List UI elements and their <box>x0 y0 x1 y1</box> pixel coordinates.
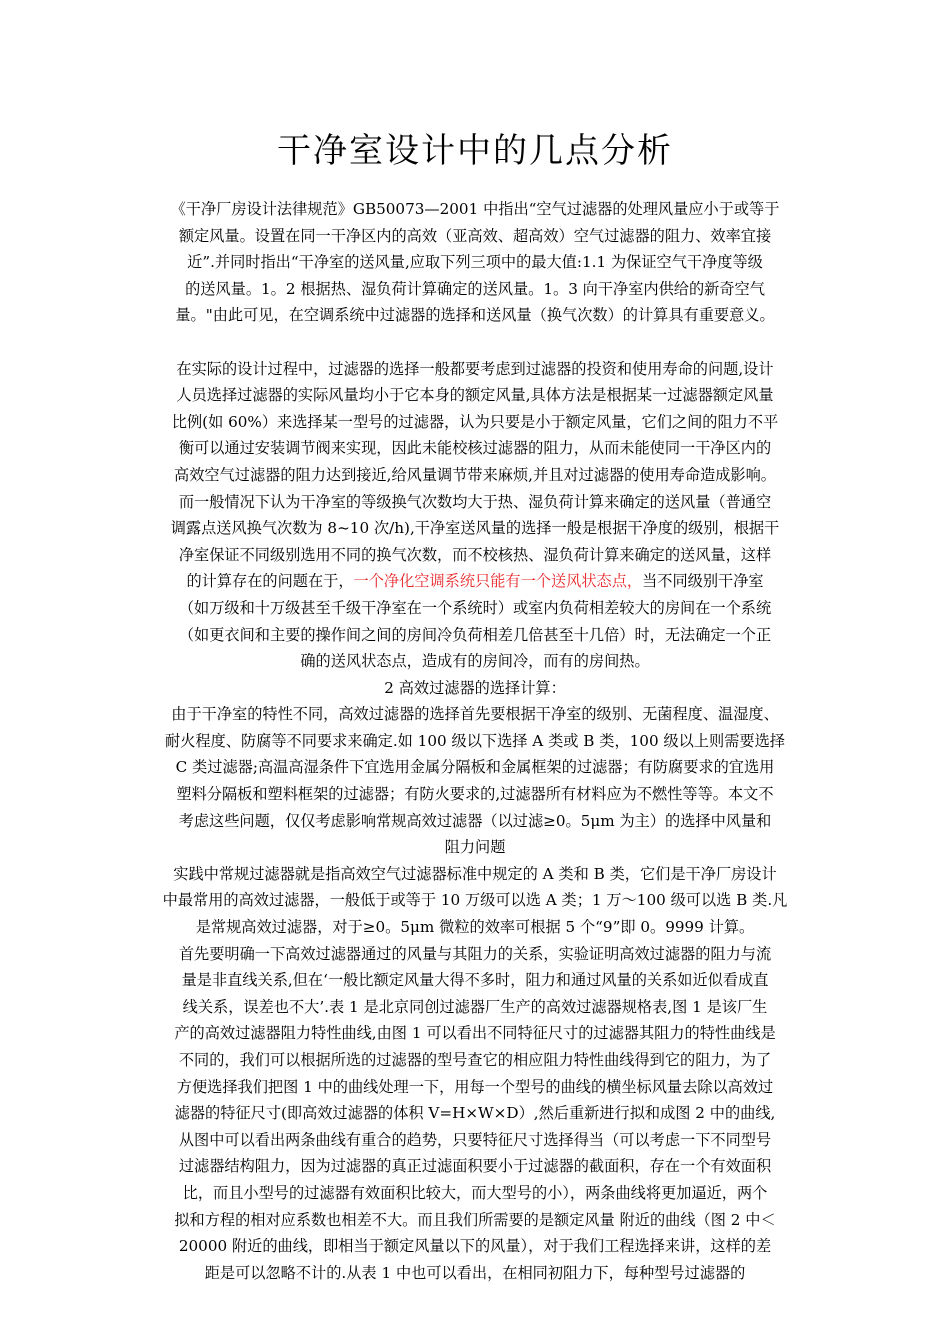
text-line: 高效空气过滤器的阻力达到接近,给风量调节带来麻烦,并且对过滤器的使用寿命造成影响。 <box>174 465 776 484</box>
text-line: 塑料分隔板和塑料框架的过滤器；有防火要求的,过滤器所有材料应为不燃性等等。本文不 <box>176 785 774 804</box>
text-line: 量。"由此可见，在空调系统中过滤器的选择和送风量（换气次数）的计算具有重要意义。 <box>175 306 775 325</box>
text-line: 产的高效过滤器阻力特性曲线,由图 1 可以看出不同特征尺寸的过滤器其阻力的特性曲线是 <box>174 1024 776 1043</box>
text-line: 衡可以通过安装调节阀来实现，因此未能校核过滤器的阻力，从而未能使同一干净区内的 <box>178 439 772 458</box>
text-line: 净室保证不同级别选用不同的换气次数，而不校核热、湿负荷计算来确定的送风量，这样 <box>178 545 772 564</box>
text-line: 线关系，误差也不大’.表 1 是北京同创过滤器厂生产的高效过滤器规格表,图 1 是该厂生 <box>182 997 768 1016</box>
text-line: 首先要明确一下高效过滤器通过的风量与其阻力的关系，实验证明高效过滤器的阻力与流 <box>178 944 772 963</box>
text-line: 耐火程度、防腐等不同要求来确定.如 100 级以下选择 A 类或 B 类，100 级以上则需要选择 <box>165 731 785 750</box>
paragraph-design-process <box>130 356 820 569</box>
highlighted-text: 一个净化空调系统只能有一个送风状态点， <box>353 572 643 591</box>
text-line: 20000 附近的曲线，即相当于额定风量以下的风量），对于我们工程选择来讲，这样的差 <box>178 1237 772 1256</box>
text-line: 人员选择过滤器的实际风量均小于它本身的额定风量,具体方法是根据某一过滤器额定风量 <box>176 386 774 405</box>
text-line-with-highlight <box>130 568 820 595</box>
text-line: 考虑这些问题，仅仅考虑影响常规高效过滤器（以过滤≥0。5μm 为主）的选择中风量和 <box>178 811 772 830</box>
text-line: 《干净厂房设计法律规范》GB50073—2001 中指出“空气过滤器的处理风量应小于或等于 <box>170 200 780 218</box>
text-line: 确的送风状态点，造成有的房间冷，而有的房间热。 <box>300 652 650 671</box>
text-line: 是常规高效过滤器，对于≥0。5μm 微粒的效率可根据 5 个“9”即 0。9999 计算。 <box>195 918 755 937</box>
text-line: 拟和方程的相对应系数也相差不大。而且我们所需要的是额定风量 附近的曲线（图 2 中＜ <box>174 1210 776 1229</box>
text-line: （如更衣间和主要的操作间之间的房间冷负荷相差几倍甚至十几倍）时，无法确定一个正 <box>178 625 772 644</box>
text-line: 中最常用的高效过滤器，一般低于或等于 10 万级可以选 A 类；1 万～100 级可以选 B 类.凡 <box>162 891 788 910</box>
text-line: 调露点送风换气次数为 8~10 次/h),干净室送风量的选择一般是根据干净度的级别，根据干 <box>170 519 780 538</box>
paragraph-filter-selection <box>130 675 820 1287</box>
text-line: 而一般情况下认为干净室的等级换气次数均大于热、湿负荷计算来确定的送风量（普通空 <box>178 492 772 511</box>
paragraph-gap <box>130 329 820 356</box>
text-line: 量是非直线关系,但在‘一般比额定风量大得不多时，阻力和通过风量的关系如近似看成直 <box>181 971 769 990</box>
text-segment: 当不同级别干净室 <box>642 572 764 591</box>
text-line: 的送风量。1。2 根据热、湿负荷计算确定的送风量。1。3 向干净室内供给的新奇空气 <box>185 279 765 298</box>
paragraph-standard-quote <box>130 196 820 329</box>
text-line: 方便选择我们把图 1 中的曲线处理一下，用每一个型号的曲线的横坐标风量去除以高效过 <box>176 1077 774 1096</box>
text-line: 额定风量。设置在同一干净区内的高效（亚高效、超高效）空气过滤器的阻力、效率宜接 <box>178 226 772 245</box>
text-line: 过滤器结构阻力，因为过滤器的真正过滤面积要小于过滤器的截面积，存在一个有效面积 <box>178 1157 772 1176</box>
text-line: 从图中可以看出两条曲线有重合的趋势，只要特征尺寸选择得当（可以考虑一下不同型号 <box>178 1130 772 1149</box>
page-title: 干净室设计中的几点分析 <box>277 131 673 171</box>
text-line: 比，而且小型号的过滤器有效面积比较大，而大型号的小），两条曲线将更加逼近，两个 <box>182 1183 768 1202</box>
text-line: 由于干净室的特性不同，高效过滤器的选择首先要根据干净室的级别、无菌程度、温湿度、 <box>171 705 779 724</box>
text-line: 在实际的设计过程中，过滤器的选择一般都要考虑到过滤器的投资和使用寿命的问题,设计 <box>176 359 774 378</box>
text-segment: 的计算存在的问题在于， <box>186 572 354 591</box>
text-line: 距是可以忽略不计的.从表 1 中也可以看出，在相同初阻力下，每种型号过滤器的 <box>204 1263 746 1282</box>
document-body <box>130 196 820 1286</box>
text-line: C 类过滤器;高温高湿条件下宜选用金属分隔板和金属框架的过滤器；有防腐要求的宜选用 <box>175 758 775 777</box>
text-line: 滤器的特征尺寸(即高效过滤器的体积 V=H×W×D）,然后重新进行拟和成图 2 中的曲线, <box>174 1104 776 1123</box>
text-line: 近”.并同时指出“干净室的送风量,应取下列三项中的最大值:1.1 为保证空气干净度等级 <box>187 253 763 272</box>
section-heading: 2 高效过滤器的选择计算： <box>384 678 566 697</box>
text-line: 实践中常规过滤器就是指高效空气过滤器标准中规定的 A 类和 B 类，它们是干净厂房设计 <box>173 864 777 883</box>
text-line: （如万级和十万级甚至千级干净室在一个系统时）或室内负荷相差较大的房间在一个系统 <box>178 598 772 617</box>
text-line: 比例(如 60%）来选择某一型号的过滤器，认为只要是小于额定风量，它们之间的阻力不平 <box>171 412 779 431</box>
text-line: 不同的，我们可以根据所选的过滤器的型号查它的相应阻力特性曲线得到它的阻力，为了 <box>178 1051 772 1069</box>
paragraph-supply-state <box>130 568 820 674</box>
text-line: 阻力问题 <box>444 838 506 857</box>
